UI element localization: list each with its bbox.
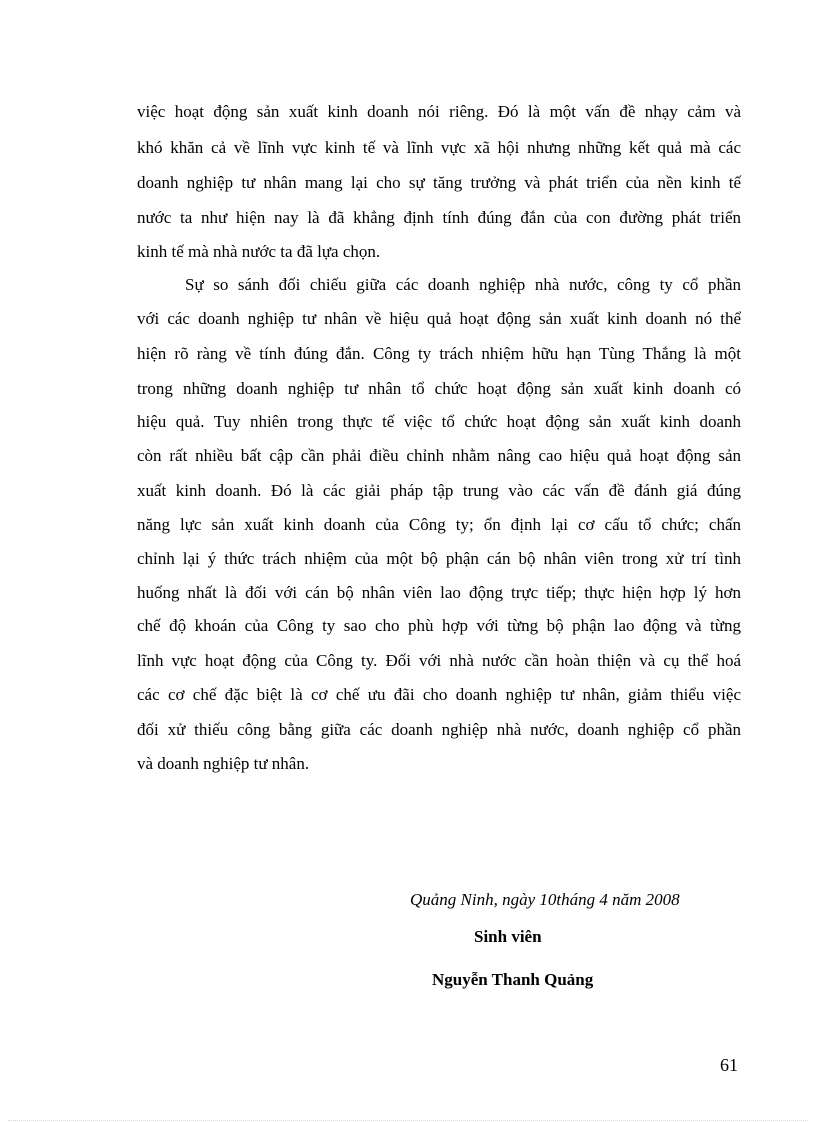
text-line: nước ta như hiện nay là đã khẳng định tính đúng đắn của con đường phát triển — [137, 208, 741, 227]
text-line: doanh nghiệp tư nhân mang lại cho sự tăng trưởng và phát triển của nền kinh tế — [137, 173, 741, 192]
text-line: hiệu quả. Tuy nhiên trong thực tế việc tổ chức hoạt động sản xuất kinh doanh — [137, 412, 741, 431]
text-line: đối xử thiếu công bằng giữa các doanh nghiệp nhà nước, doanh nghiệp cổ phần — [137, 720, 741, 739]
text-line: khó khăn cả về lĩnh vực kinh tế và lĩnh vực xã hội nhưng những kết quả mà các — [137, 138, 741, 157]
text-line: hiện rõ ràng về tính đúng đắn. Công ty trách nhiệm hữu hạn Tùng Thắng là một — [137, 344, 741, 363]
text-line: và doanh nghiệp tư nhân. — [137, 754, 310, 773]
text-line: năng lực sản xuất kinh doanh của Công ty; ổn định lại cơ cấu tổ chức; chấn — [137, 515, 741, 534]
text-line: chế độ khoán của Công ty sao cho phù hợp với từng bộ phận lao động và từng — [137, 616, 741, 635]
text-line: còn rất nhiều bất cập cần phải điều chỉnh nhằm nâng cao hiệu quả hoạt động sản — [137, 446, 741, 465]
text-line: kinh tế mà nhà nước ta đã lựa chọn. — [137, 242, 381, 261]
text-line: các cơ chế đặc biệt là cơ chế ưu đãi cho doanh nghiệp tư nhân, giảm thiểu việc — [137, 685, 741, 704]
page-bottom-divider — [8, 1120, 808, 1121]
place-date: Quảng Ninh, ngày 10tháng 4 năm 2008 — [410, 890, 680, 909]
text-line: trong những doanh nghiệp tư nhân tổ chức hoạt động sản xuất kinh doanh có — [137, 379, 741, 398]
text-line: chỉnh lại ý thức trách nhiệm của một bộ phận cán bộ nhân viên trong xử trí tình — [137, 549, 741, 568]
text-line: huống nhất là đối với cán bộ nhân viên lao động trực tiếp; thực hiện hợp lý hơn — [137, 583, 741, 602]
signer-role: Sinh viên — [474, 927, 542, 946]
text-line: với các doanh nghiệp tư nhân về hiệu quả hoạt động sản xuất kinh doanh nó thể — [137, 309, 741, 328]
page-number: 61 — [720, 1055, 738, 1075]
signer-name: Nguyễn Thanh Quảng — [432, 970, 594, 989]
text-line: lĩnh vực hoạt động của Công ty. Đối với nhà nước cần hoàn thiện và cụ thể hoá — [137, 651, 741, 670]
text-line: xuất kinh doanh. Đó là các giải pháp tập trung vào các vấn đề đánh giá đúng — [137, 481, 741, 500]
text-line: việc hoạt động sản xuất kinh doanh nói riêng. Đó là một vấn đề nhạy cảm và — [137, 102, 741, 121]
text-line: Sự so sánh đối chiếu giữa các doanh nghiệp nhà nước, công ty cổ phần — [185, 275, 741, 294]
